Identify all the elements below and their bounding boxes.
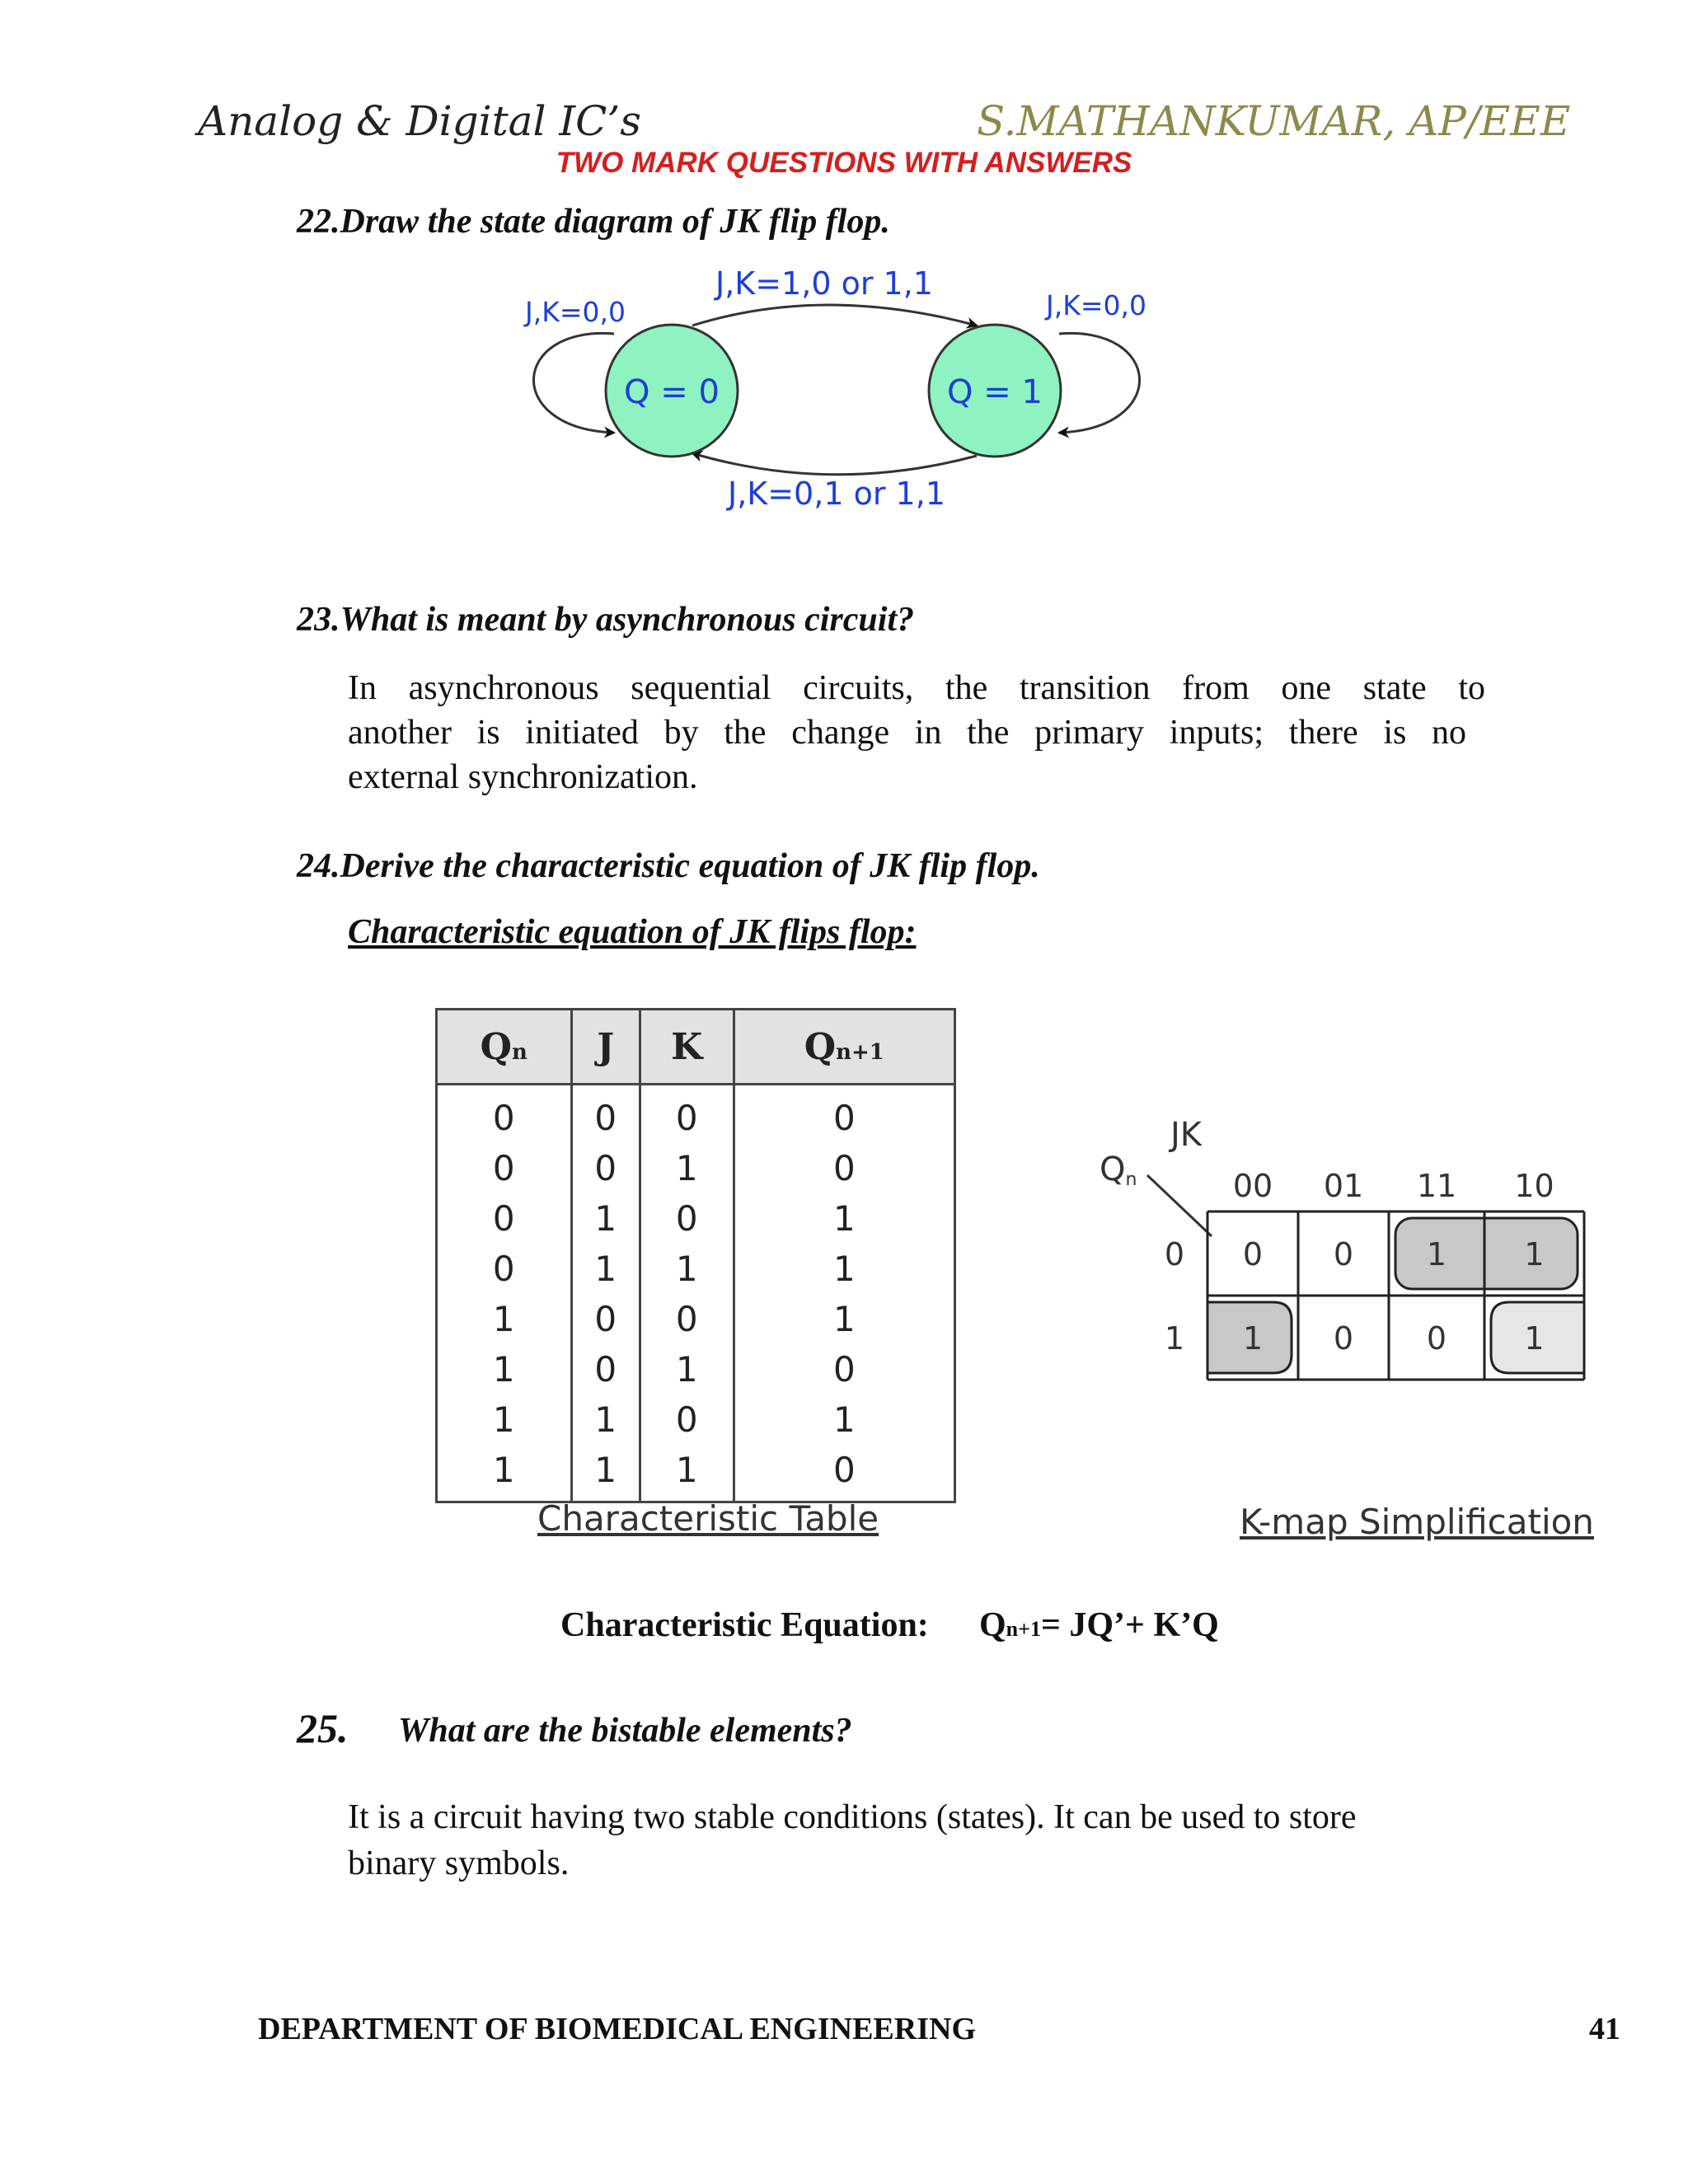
kmap-col-variable: JK <box>1170 1116 1203 1154</box>
table-cell: 1 <box>571 1193 640 1244</box>
table-cell: 0 <box>640 1294 734 1344</box>
table-cell: 0 <box>640 1394 734 1445</box>
kmap-row-label: 1 <box>1164 1320 1185 1357</box>
table-cell: 0 <box>734 1085 954 1144</box>
transition-1-to-0-arrow <box>692 453 977 475</box>
kmap-col-label: 01 <box>1323 1168 1364 1204</box>
kmap-cell: 1 <box>1426 1236 1447 1272</box>
table-cell: 0 <box>571 1294 640 1344</box>
table-cell: 1 <box>640 1143 734 1193</box>
state-q1-label: Q = 1 <box>947 373 1043 411</box>
kmap-cell: 0 <box>1333 1320 1354 1357</box>
table-cell: 1 <box>437 1394 572 1445</box>
table-row <box>437 1085 955 1144</box>
footer-department: DEPARTMENT OF BIOMEDICAL ENGINEERING <box>258 2012 977 2046</box>
table-row <box>437 1394 955 1445</box>
table-cell: 1 <box>640 1244 734 1294</box>
table-cell: 1 <box>437 1344 572 1394</box>
kmap-col-label: 10 <box>1514 1168 1554 1204</box>
characteristic-equation-label: Characteristic Equation: <box>560 1606 929 1644</box>
kmap-cell: 0 <box>1426 1320 1447 1357</box>
kmap-cell: 1 <box>1524 1236 1545 1272</box>
table-row <box>437 1344 955 1394</box>
table-cell: 1 <box>640 1344 734 1394</box>
table-body <box>437 1085 955 1502</box>
characteristic-table-caption: Characteristic Table <box>537 1498 879 1539</box>
table-cell: 1 <box>571 1445 640 1502</box>
table-cell: 1 <box>640 1445 734 1502</box>
table-cell: 1 <box>734 1294 954 1344</box>
header-qn: Qn <box>437 1010 572 1085</box>
table-cell: 0 <box>734 1143 954 1193</box>
kmap-col-label: 00 <box>1232 1168 1273 1204</box>
kmap-cell: 0 <box>1242 1236 1264 1272</box>
self-loop-q1-arrow <box>1059 333 1140 433</box>
answer-23-line-2: another is initiated by the change in the primary inputs; there is no <box>348 714 1466 752</box>
table-cell: 1 <box>571 1244 640 1294</box>
kmap-corner-diagonal <box>1147 1175 1212 1236</box>
answer-23-line-1: In asynchronous sequential circuits, the transition from one state to <box>348 669 1485 707</box>
answer-25-line-1: It is a circuit having two stable conditions (states). It can be used to store <box>348 1798 1357 1836</box>
table-cell: 0 <box>640 1085 734 1144</box>
table-cell: 0 <box>571 1143 640 1193</box>
answer-23-line-3: external synchronization. <box>348 758 698 796</box>
transition-top-label: J,K=1,0 or 1,1 <box>715 265 933 302</box>
table-cell: 0 <box>734 1344 954 1394</box>
kmap-col-label: 11 <box>1416 1168 1457 1204</box>
kmap-cell: 0 <box>1333 1236 1354 1272</box>
table-row <box>437 1143 955 1193</box>
kmap-caption: K-map Simplification <box>1240 1502 1594 1542</box>
header-j: J <box>571 1010 640 1085</box>
table-cell: 0 <box>571 1344 640 1394</box>
header-author: S.MATHANKUMAR, AP/EEE <box>977 97 1571 145</box>
kmap <box>1088 1104 1615 1401</box>
table-cell: 1 <box>734 1193 954 1244</box>
self-loop-q0-label: J,K=0,0 <box>525 296 626 328</box>
table-cell: 0 <box>437 1085 572 1144</box>
header-subtitle: TWO MARK QUESTIONS WITH ANSWERS <box>556 147 1132 179</box>
transition-0-to-1-arrow <box>692 305 977 326</box>
jk-state-diagram <box>0 0 1688 577</box>
transition-bottom-label: J,K=0,1 or 1,1 <box>728 476 945 512</box>
kmap-group-top <box>1395 1218 1578 1289</box>
table-row <box>437 1193 955 1244</box>
kmap-cell: 1 <box>1242 1320 1264 1357</box>
table-cell: 1 <box>437 1294 572 1344</box>
table-cell: 0 <box>640 1193 734 1244</box>
state-q0-label: Q = 0 <box>624 373 720 411</box>
kmap-cell: 1 <box>1524 1320 1545 1357</box>
question-25-number: 25. <box>297 1705 349 1751</box>
table-cell: 0 <box>437 1193 572 1244</box>
table-row <box>437 1294 955 1344</box>
table-cell: 1 <box>734 1244 954 1294</box>
table-row <box>437 1244 955 1294</box>
table-cell: 1 <box>437 1445 572 1502</box>
question-25: What are the bistable elements? <box>398 1712 852 1750</box>
self-loop-q0-arrow <box>533 333 614 433</box>
table-cell: 1 <box>571 1394 640 1445</box>
header-k: K <box>640 1010 734 1085</box>
kmap-row-label: 0 <box>1164 1236 1185 1272</box>
table-cell: 0 <box>437 1143 572 1193</box>
header-qn1: Qn+1 <box>734 1010 954 1085</box>
question-22: 22.Draw the state diagram of JK flip flop. <box>297 203 890 241</box>
characteristic-subheading: Characteristic equation of JK flips flop: <box>348 913 917 951</box>
table-cell: 1 <box>734 1394 954 1445</box>
table-header-row <box>437 1010 955 1085</box>
header-title: Analog & Digital IC’s <box>198 97 641 145</box>
question-23: 23.What is meant by asynchronous circuit? <box>297 601 915 639</box>
self-loop-q1-label: J,K=0,0 <box>1046 289 1146 321</box>
answer-25-line-2: binary symbols. <box>348 1844 570 1882</box>
table-cell: 0 <box>437 1244 572 1294</box>
kmap-row-variable: Qn <box>1100 1151 1137 1190</box>
table-cell: 0 <box>571 1085 640 1144</box>
characteristic-equation: Qn+1= JQ’+ K’Q <box>979 1606 1219 1644</box>
footer-page-number: 41 <box>1589 2012 1620 2046</box>
table-row <box>437 1445 955 1502</box>
question-24: 24.Derive the characteristic equation of JK flip flop. <box>297 847 1040 885</box>
characteristic-table <box>435 1008 956 1503</box>
table-cell: 0 <box>734 1445 954 1502</box>
